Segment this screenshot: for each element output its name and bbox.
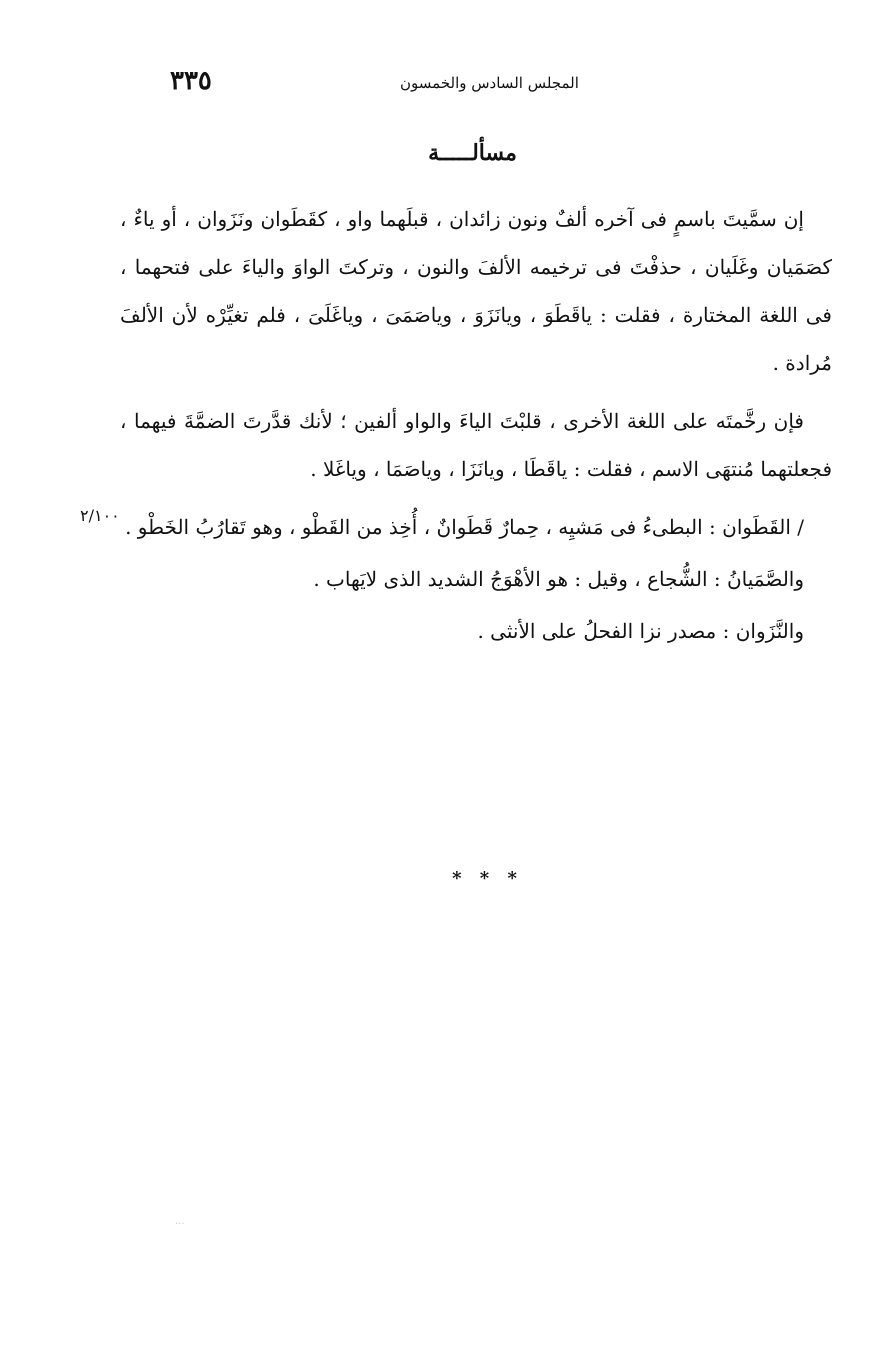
paragraph-rule: إن سمَّيتَ باسمٍ فى آخره ألفٌ ونون زائدان ، قبلَهما واو ، كقَطَوان ونَزَوان ، أو ياءٌ ، كصَمَيان وغَلَيان ، حذفْتَ فى ترخيمه الألفَ والنون ، وتركتَ الواوَ والياءَ على فتحهما ، فى اللغة المختارة ، فقلت : ياقَطَوَ ، ويانَزَوَ ، وياصَمَىَ ، وياغَلَىَ ، فلم تغيِّرْه لأن الألفَ مُرادة .	[120, 207, 832, 375]
paragraph-nazawan-definition: والنَّزَوان : مصدر نزا الفحلُ على الأنثى .	[477, 619, 804, 643]
section-heading: مسألـــــة	[428, 140, 517, 166]
body-text	[120, 195, 832, 659]
faint-footer-mark: ...	[175, 1216, 185, 1227]
page-number: ٣٣٥	[170, 66, 212, 96]
paragraph-qatawan-definition: / القَطَوان : البطىءُ فى مَشيِه ، حِمارٌ قَطَوانٌ ، أُخِذ من القَطْو ، وهو تَقارُبُ الخَطْو .	[125, 515, 804, 539]
paragraph-alternative: فإن رخَّمتَه على اللغة الأخرى ، قلبْتَ الياءَ والواو ألفين ؛ لأنك قدَّرتَ الضمَّةَ فيهما ، فجعلتهما مُنتهَى الاسم ، فقلت : ياقَطَا ، ويانَزَا ، وياصَمَا ، وياغَلا .	[120, 409, 832, 481]
paragraph-samayan-definition: والصَّمَيانُ : الشُّجاع ، وقيل : هو الأهْوَجُ الشديد الذى لايَهاب .	[313, 567, 804, 591]
section-end-ornament: * * *	[452, 868, 523, 889]
chapter-title: المجلس السادس والخمسون	[400, 74, 579, 92]
margin-folio-reference: ٢/١٠٠	[80, 506, 120, 525]
running-head	[120, 66, 840, 96]
